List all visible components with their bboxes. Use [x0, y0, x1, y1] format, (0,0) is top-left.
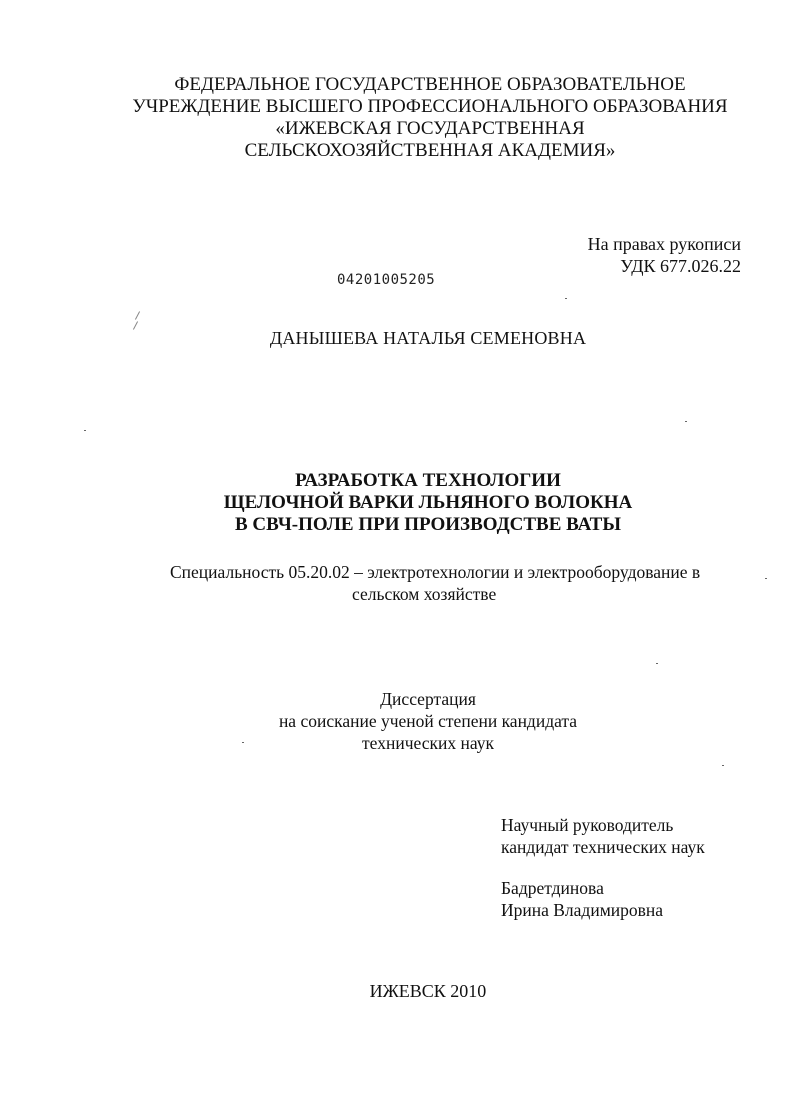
- title-line: РАЗРАБОТКА ТЕХНОЛОГИИ: [295, 470, 561, 491]
- scan-speck: [135, 311, 140, 319]
- manuscript-rights-block: [588, 233, 741, 277]
- institution-line: ФЕДЕРАЛЬНОЕ ГОСУДАРСТВЕННОЕ ОБРАЗОВАТЕЛЬНОЕ: [174, 74, 686, 95]
- specialty-line: сельском хозяйстве: [352, 584, 497, 604]
- author-name: ДАНЫШЕВА НАТАЛЬЯ СЕМЕНОВНА: [269, 328, 587, 348]
- dissertation-title: [0, 470, 795, 536]
- degree-line: на соискание ученой степени кандидата: [278, 711, 578, 731]
- scan-speck: [765, 578, 767, 579]
- registration-code: 04201005205: [337, 272, 436, 288]
- supervisor-role: Научный руководитель: [501, 815, 674, 835]
- scan-speck: [656, 663, 658, 664]
- supervisor-name-block: [501, 877, 663, 921]
- specialty-block: [170, 561, 700, 605]
- supervisor-given-name: Ирина Владимировна: [501, 900, 664, 920]
- institution-header: [60, 74, 795, 162]
- degree-line: технических наук: [362, 733, 494, 753]
- supervisor-surname: Бадретдинова: [501, 878, 604, 898]
- scan-speck: [685, 421, 687, 422]
- udk-code: УДК 677.026.22: [620, 256, 741, 276]
- scan-speck: [242, 742, 244, 743]
- institution-line: УЧРЕЖДЕНИЕ ВЫСШЕГО ПРОФЕССИОНАЛЬНОГО ОБРАЗОВАНИЯ: [132, 96, 728, 117]
- city-year: ИЖЕВСК 2010: [369, 981, 487, 1001]
- institution-line: СЕЛЬСКОХОЗЯЙСТВЕННАЯ АКАДЕМИЯ»: [244, 140, 616, 161]
- dissertation-degree-block: [0, 688, 795, 754]
- scan-speck: [84, 430, 86, 431]
- specialty-line: Специальность 05.20.02 – электротехнологии и электрооборудование в: [170, 562, 701, 582]
- manuscript-rights-label: На правах рукописи: [587, 234, 741, 254]
- title-line: ЩЕЛОЧНОЙ ВАРКИ ЛЬНЯНОГО ВОЛОКНА: [223, 492, 633, 513]
- title-line: В СВЧ-ПОЛЕ ПРИ ПРОИЗВОДСТВЕ ВАТЫ: [234, 514, 622, 535]
- supervisor-block: [501, 814, 705, 858]
- scan-speck: [722, 765, 724, 766]
- supervisor-degree: кандидат технических наук: [501, 837, 705, 857]
- institution-line: «ИЖЕВСКАЯ ГОСУДАРСТВЕННАЯ: [275, 118, 585, 139]
- scan-speck: [565, 298, 567, 299]
- dissertation-label: Диссертация: [380, 689, 476, 709]
